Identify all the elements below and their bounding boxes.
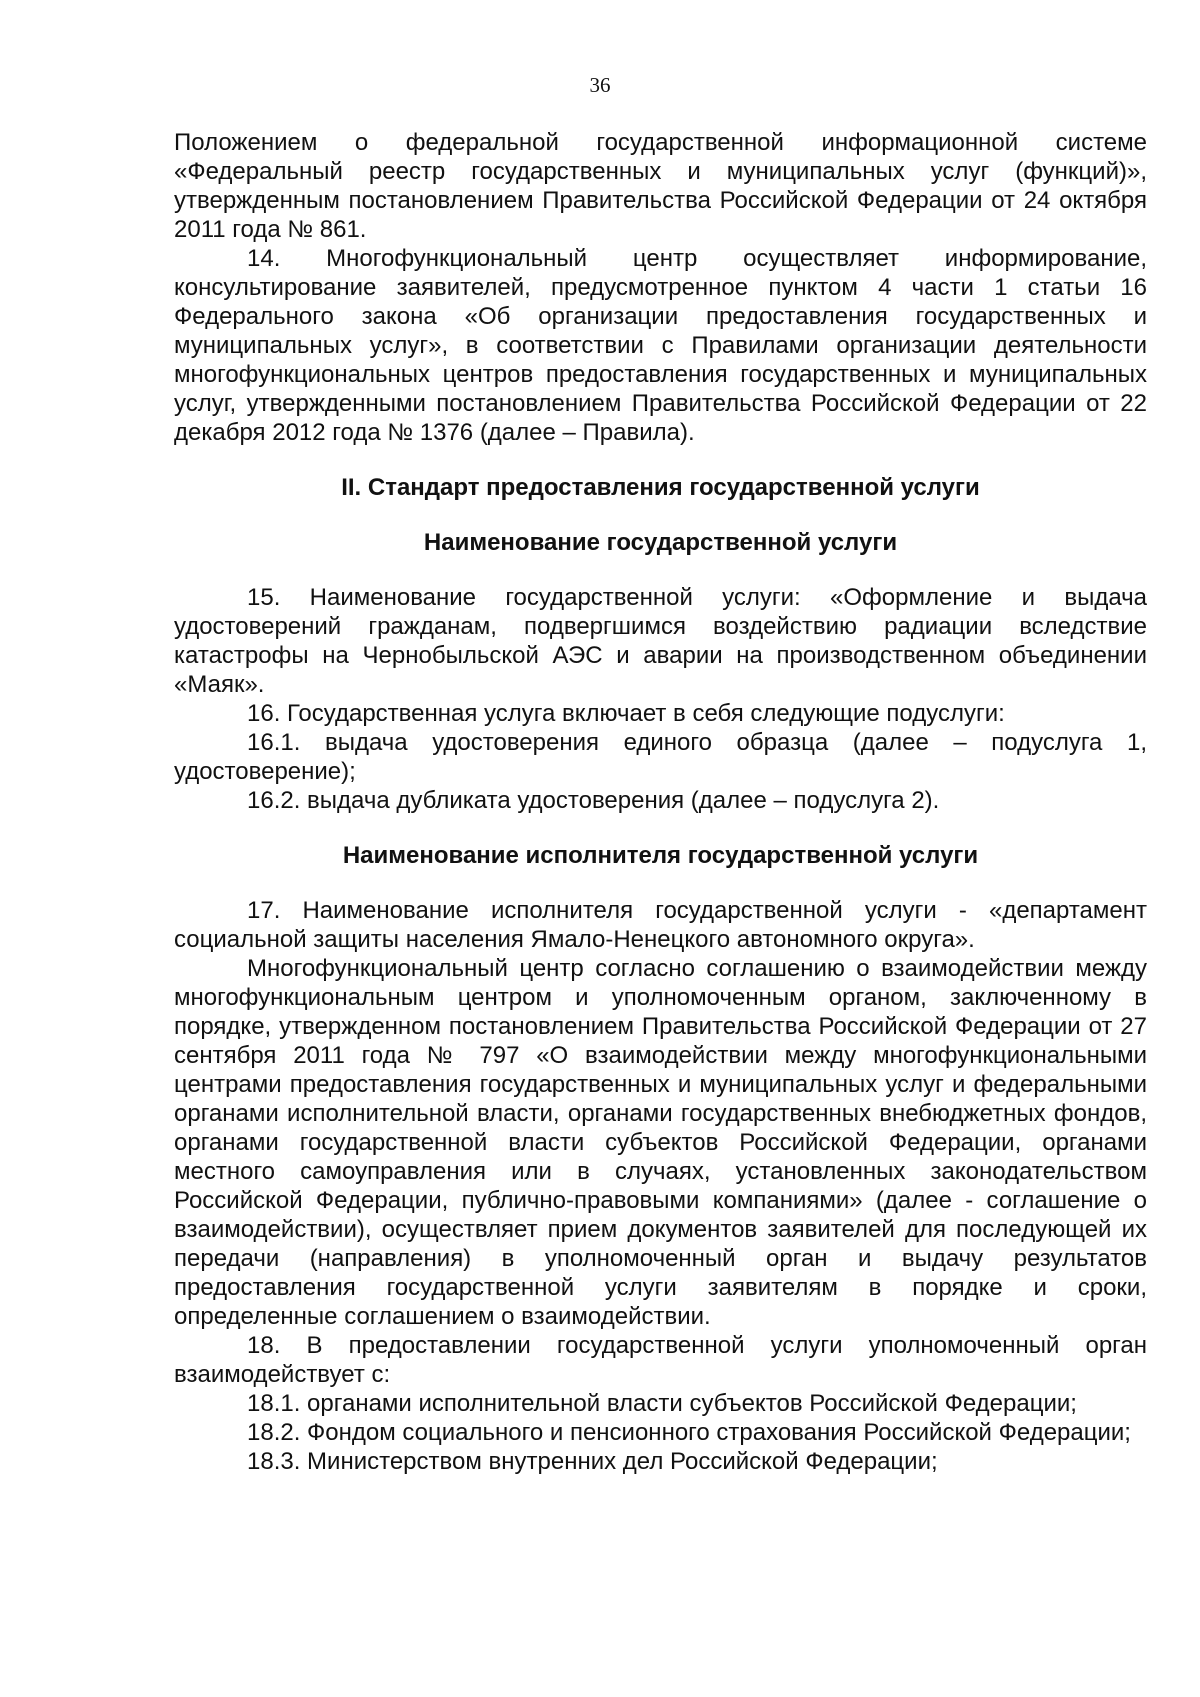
section-title: II. Стандарт предоставления государственной услуги: [341, 474, 980, 501]
paragraph-16: 16. Государственная услуга включает в себя следующие подуслуги:: [247, 700, 1005, 727]
paragraph-18-1: 18.1. органами исполнительной власти субъектов Российской Федерации;: [247, 1390, 1077, 1417]
document-body: [174, 128, 1147, 1476]
paragraph-18-3: 18.3. Министерством внутренних дел Российской Федерации;: [247, 1448, 938, 1475]
subheading-service-name: Наименование государственной услуги: [423, 529, 898, 556]
paragraph-mfc-agreement: Многофункциональный центр согласно соглашению о взаимодействии между многофункциональным центром и уполномоченным органом, заключенному в порядке, утвержденном постановлением Правительства Российской Федерации от 27 сентября 2011 года № 797 «О взаимодействии между многофункциональными центрами предоставления государственных и муниципальных услуг и федеральными органами исполнительной власти, органами государственных внебюджетных фондов, органами государственной власти субъектов Российской Федерации, органами местного самоуправления или в случаях, установленных законодательством Российской Федерации, публично-правовыми компаниями» (далее - соглашение о взаимодействии), осуществляет прием документов заявителей для последующей их передачи (направления) в уполномоченный орган и выдачу результатов предоставления государственной услуги заявителям в порядке и сроки, определенные соглашением о взаимодействии.: [174, 955, 1147, 1330]
paragraph-16-2: 16.2. выдача дубликата удостоверения (далее – подуслуга 2).: [247, 787, 940, 814]
paragraph-15: 15. Наименование государственной услуги: «Оформление и выдача удостоверений гражданам, подвергшимся воздействию радиации вследствие катастрофы на Чернобыльской АЭС и аварии на производственном объединении «Маяк».: [174, 584, 1147, 698]
subheading-service-executor: Наименование исполнителя государственной услуги: [342, 842, 979, 869]
paragraph-18: 18. В предоставлении государственной услуги уполномоченный орган взаимодействует с:: [174, 1332, 1147, 1388]
paragraph-14: 14. Многофункциональный центр осуществляет информирование, консультирование заявителей, предусмотренное пунктом 4 части 1 статьи 16 Федерального закона «Об организации предоставления государственных и муниципальных услуг», в соответствии с Правилами организации деятельности многофункциональных центров предоставления государственных и муниципальных услуг, утвержденными постановлением Правительства Российской Федерации от 22 декабря 2012 года № 1376 (далее – Правила).: [174, 245, 1147, 446]
page-number: 36: [589, 73, 611, 97]
paragraph-regulation-reference: Положением о федеральной государственной информационной системе «Федеральный реестр государственных и муниципальных услуг (функций)», утвержденным постановлением Правительства Российской Федерации от 24 октября 2011 года № 861.: [174, 129, 1147, 243]
paragraph-16-1: 16.1. выдача удостоверения единого образца (далее – подуслуга 1, удостоверение);: [174, 729, 1147, 785]
paragraph-17: 17. Наименование исполнителя государственной услуги - «департамент социальной защиты населения Ямало-Ненецкого автономного округа».: [174, 897, 1147, 953]
paragraph-18-2: 18.2. Фондом социального и пенсионного страхования Российской Федерации;: [247, 1419, 1131, 1446]
